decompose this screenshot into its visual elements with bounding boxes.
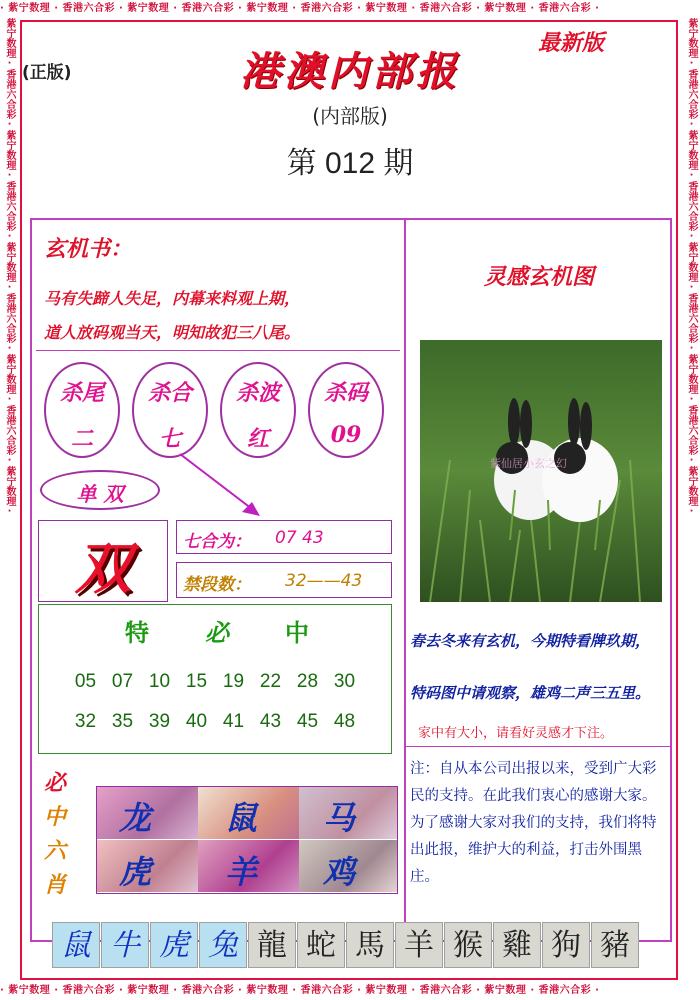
left-border-strip: 紫宁数理·香港六合彩·紫宁数理·香港六合彩·紫宁数理·香港六合彩·紫宁数理·香港六合彩·紫宁数理· [4,18,15,517]
zodiac-tile: 虎 [150,922,198,968]
special-number: 45 [296,711,319,732]
special-number: 41 [222,711,245,732]
zodiac-tile: 鼠 [52,922,100,968]
oval-label: 杀波 [235,380,280,406]
oval-label: 杀码 [323,380,368,406]
zodiac-tile: 狗 [542,922,590,968]
riddle-heading: 玄机书： [44,236,133,262]
seven-he-box [176,520,392,554]
special-number: 30 [333,671,356,692]
special-number: 05 [74,671,97,692]
six-xiao-char: 必 [44,770,67,796]
riddle-divider [36,350,400,351]
oval-value: 七 [158,426,181,452]
six-xiao-label [44,766,90,902]
zodiac-tile: 羊 [395,922,443,968]
verse-line-2: 特码图中请观察，雄鸡二声三五里。 [410,684,651,702]
bet-tip: 家中有大小，请看好灵感才下注。 [418,726,614,741]
ban-duan-label: 禁段数： [183,575,251,595]
verse-line-1: 春去冬来有玄机，今期特看牌玖期， [410,632,651,650]
ban-duan-box [176,562,392,598]
oval-value: 09 [330,422,362,448]
special-heading-char: 必 [205,618,229,647]
oval-label: 杀尾 [59,380,104,406]
six-xiao-char: 肖 [44,872,67,898]
big-char: 双 [75,536,131,602]
seven-he-value: 07 43 [275,528,324,548]
zodiac-tile: 牛 [101,922,149,968]
zodiac-tile: 兔 [199,922,247,968]
six-xiao-char: 中 [44,804,67,830]
special-number: 40 [185,711,208,732]
special-number: 39 [148,711,171,732]
big-char-box [38,520,168,602]
animal-char: 鸡 [323,853,356,891]
arrow-icon [170,448,270,528]
seven-he-label: 七合为： [183,532,251,552]
special-number: 15 [185,671,208,692]
special-numbers-box [38,604,392,754]
oval-kill-code [308,362,384,458]
animal-char: 鼠 [225,799,258,837]
special-numbers-row-1 [67,671,363,693]
single-double-label: 单 双 [76,482,124,506]
zodiac-tile: 猴 [444,922,492,968]
special-number: 22 [259,671,282,692]
zodiac-tile: 豬 [591,922,639,968]
edition-left-label: (正版) [22,63,72,83]
inspiration-title: 灵感玄机图 [483,264,594,290]
six-xiao-photo-grid [96,786,398,894]
page-title: 港澳内部报 [240,48,460,95]
six-xiao-char: 六 [44,838,67,864]
oval-kill-wave [220,362,296,458]
right-border-strip: 紫宁数理·香港六合彩·紫宁数理·香港六合彩·紫宁数理·香港六合彩·紫宁数理·香港六合彩·紫宁数理· [686,18,697,517]
issue-number: 第 012 期 [286,147,414,180]
notice-divider [406,746,672,747]
ban-duan-value: 32——43 [285,571,363,591]
special-number: 19 [222,671,245,692]
oval-kill-tail [44,362,120,458]
zodiac-tile: 龍 [248,922,296,968]
special-number: 28 [296,671,319,692]
bottom-border-strip: · 紫宁数理 · 香港六合彩 · 紫宁数理 · 香港六合彩 · 紫宁数理 · 香港六合彩 · 紫宁数理 · 香港六合彩 · 紫宁数理 · 香港六合彩 · [0,982,700,1000]
oval-label: 杀合 [147,380,192,406]
oval-kill-he [132,362,208,458]
special-number: 32 [74,711,97,732]
zodiac-tile: 馬 [346,922,394,968]
top-border-strip: · 紫宁数理 · 香港六合彩 · 紫宁数理 · 香港六合彩 · 紫宁数理 · 香港六合彩 · 紫宁数理 · 香港六合彩 · 紫宁数理 · 香港六合彩 · [0,0,700,18]
special-heading-char: 中 [285,618,309,647]
special-number: 48 [333,711,356,732]
photo-watermark: 紫仙居小玄之幻 [490,457,567,470]
special-numbers-row-2 [67,711,363,733]
animal-char: 马 [323,799,356,837]
rabbit-photo [420,340,662,602]
oval-value: 二 [70,426,93,452]
edition-right-label: 最新版 [538,30,605,56]
oval-value: 红 [246,426,269,452]
single-double-oval [40,470,160,510]
special-heading-char: 特 [125,618,149,647]
animal-char: 羊 [225,853,258,891]
special-number: 10 [148,671,171,692]
special-number: 07 [111,671,134,692]
zodiac-tile: 蛇 [297,922,345,968]
zodiac-tile: 雞 [493,922,541,968]
special-number: 35 [111,711,134,732]
special-number: 43 [259,711,282,732]
page-subtitle: (内部版) [312,104,388,128]
animal-char: 龙 [119,799,152,837]
notice-text: 注：自从本公司出报以来，受到广大彩民的支持。在此我们衷心的感谢大家。为了感谢大家对我们的支持，我们将特出此报，维护大的利益，打击外围黑庄。 [410,761,657,885]
riddle-line-1: 马有失蹄人失足，内幕来料观上期， [44,289,301,308]
riddle-line-2: 道人放码观当天，明知故犯三八尾。 [44,323,301,342]
column-divider [404,220,406,940]
animal-char: 虎 [119,853,152,891]
